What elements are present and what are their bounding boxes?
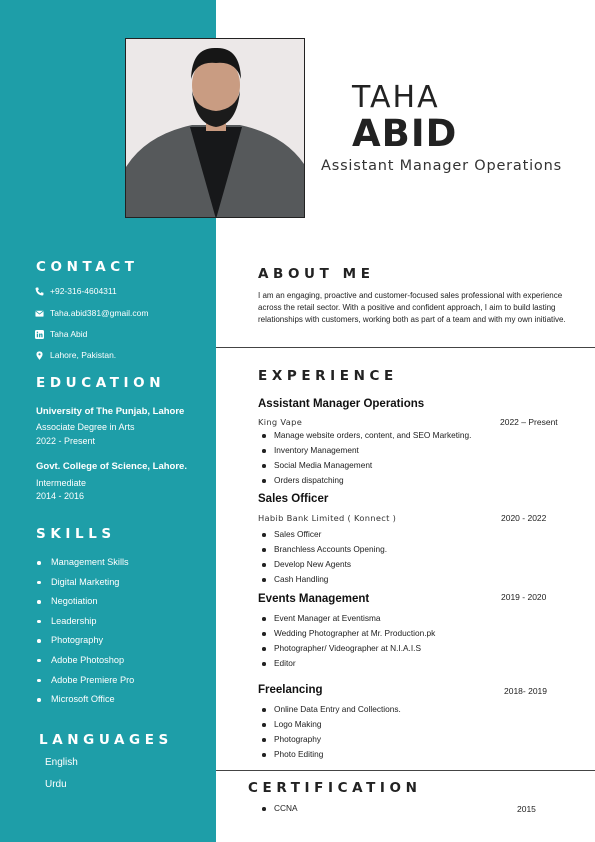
about-heading: ABOUT ME [258,266,375,282]
contact-linkedin [35,329,87,339]
contact-heading: CONTACT [36,259,139,275]
job-bullet: Photo Editing [262,747,401,762]
job-bullets [262,428,471,488]
job-dates: 2019 - 2020 [501,592,547,602]
job-title: Events Management [258,593,370,605]
certification-year: 2015 [517,804,536,814]
education-years: 2014 - 2016 [36,491,85,501]
job-bullet: Wedding Photographer at Mr. Production.pk [262,626,435,641]
education-school: Govt. College of Science, Lahore. [36,461,187,472]
language-item: Urdu [45,779,67,790]
certification-list [262,801,298,816]
job-bullet: Cash Handling [262,572,387,587]
job-bullet: Logo Making [262,717,401,732]
job-bullet: Branchless Accounts Opening. [262,542,387,557]
linkedin-icon [35,330,44,339]
linkedin-name: Taha Abid [50,329,88,339]
education-school: University of The Punjab, Lahore [36,406,185,417]
job-bullets [262,527,387,587]
education-degree: Associate Degree in Arts [36,422,135,432]
job-dates: 2022 – Present [500,417,558,427]
certification-heading: CERTIFICATION [248,780,422,796]
skill-item: Negotiation [37,592,134,612]
phone-number: +92-316-4604311 [50,286,117,296]
job-title: Assistant Manager Operations [321,158,562,174]
person-photo-icon [126,39,305,218]
job-bullet: Online Data Entry and Collections. [262,702,401,717]
skill-item: Adobe Photoshop [37,651,134,671]
company-name: Habib Bank Limited ( Konnect ) [258,513,397,523]
job-dates: 2020 - 2022 [501,513,547,523]
job-bullet: Develop New Agents [262,557,387,572]
profile-photo [125,38,305,218]
section-divider [216,347,595,348]
job-bullet: Manage website orders, content, and SEO Marketing. [262,428,471,443]
job-title: Assistant Manager Operations [258,398,425,410]
job-bullet: Social Media Management [262,458,471,473]
skill-item: Management Skills [37,553,134,573]
experience-heading: EXPERIENCE [258,368,398,384]
job-bullets [262,702,401,762]
phone-icon [35,287,44,296]
contact-location [35,350,116,360]
job-bullet: Event Manager at Eventisma [262,611,435,626]
last-name: ABID [352,112,458,155]
location-pin-icon [35,351,44,360]
skill-item: Photography [37,631,134,651]
job-bullet: Photographer/ Videographer at N.I.A.I.S [262,641,435,656]
section-divider [216,770,595,771]
certification-item: CCNA [262,801,298,816]
skill-item: Microsoft Office [37,690,134,710]
first-name: TAHA [352,80,440,115]
job-bullet: Photography [262,732,401,747]
skill-item: Digital Marketing [37,573,134,593]
about-text: I am an engaging, proactive and customer-focused sales professional with experience across the retail sector. With a positive and confident approach, I aim to build lasting relationships with customers, working both as part of a team and with my own initiative. [258,291,566,324]
contact-email [35,308,148,318]
skills-list [37,553,134,710]
job-bullet: Orders dispatching [262,473,471,488]
company-name: King Vape [258,417,303,427]
location-text: Lahore, Pakistan. [50,350,117,360]
email-icon [35,309,44,318]
job-bullet: Editor [262,656,435,671]
contact-phone [35,286,117,296]
skills-heading: SKILLS [36,526,116,542]
education-years: 2022 - Present [36,436,96,446]
language-item: English [45,757,78,768]
languages-heading: LANGUAGES [39,732,173,748]
job-bullet: Sales Officer [262,527,387,542]
job-bullets [262,611,435,671]
job-title: Sales Officer [258,493,329,505]
skill-item: Adobe Premiere Pro [37,671,134,691]
job-title: Freelancing [258,684,323,696]
email-address: Taha.abid381@gmail.com [50,308,149,318]
job-dates: 2018- 2019 [504,686,548,696]
skill-item: Leadership [37,612,134,632]
job-bullet: Inventory Management [262,443,471,458]
education-degree: Intermediate [36,478,87,488]
education-heading: EDUCATION [36,375,166,391]
